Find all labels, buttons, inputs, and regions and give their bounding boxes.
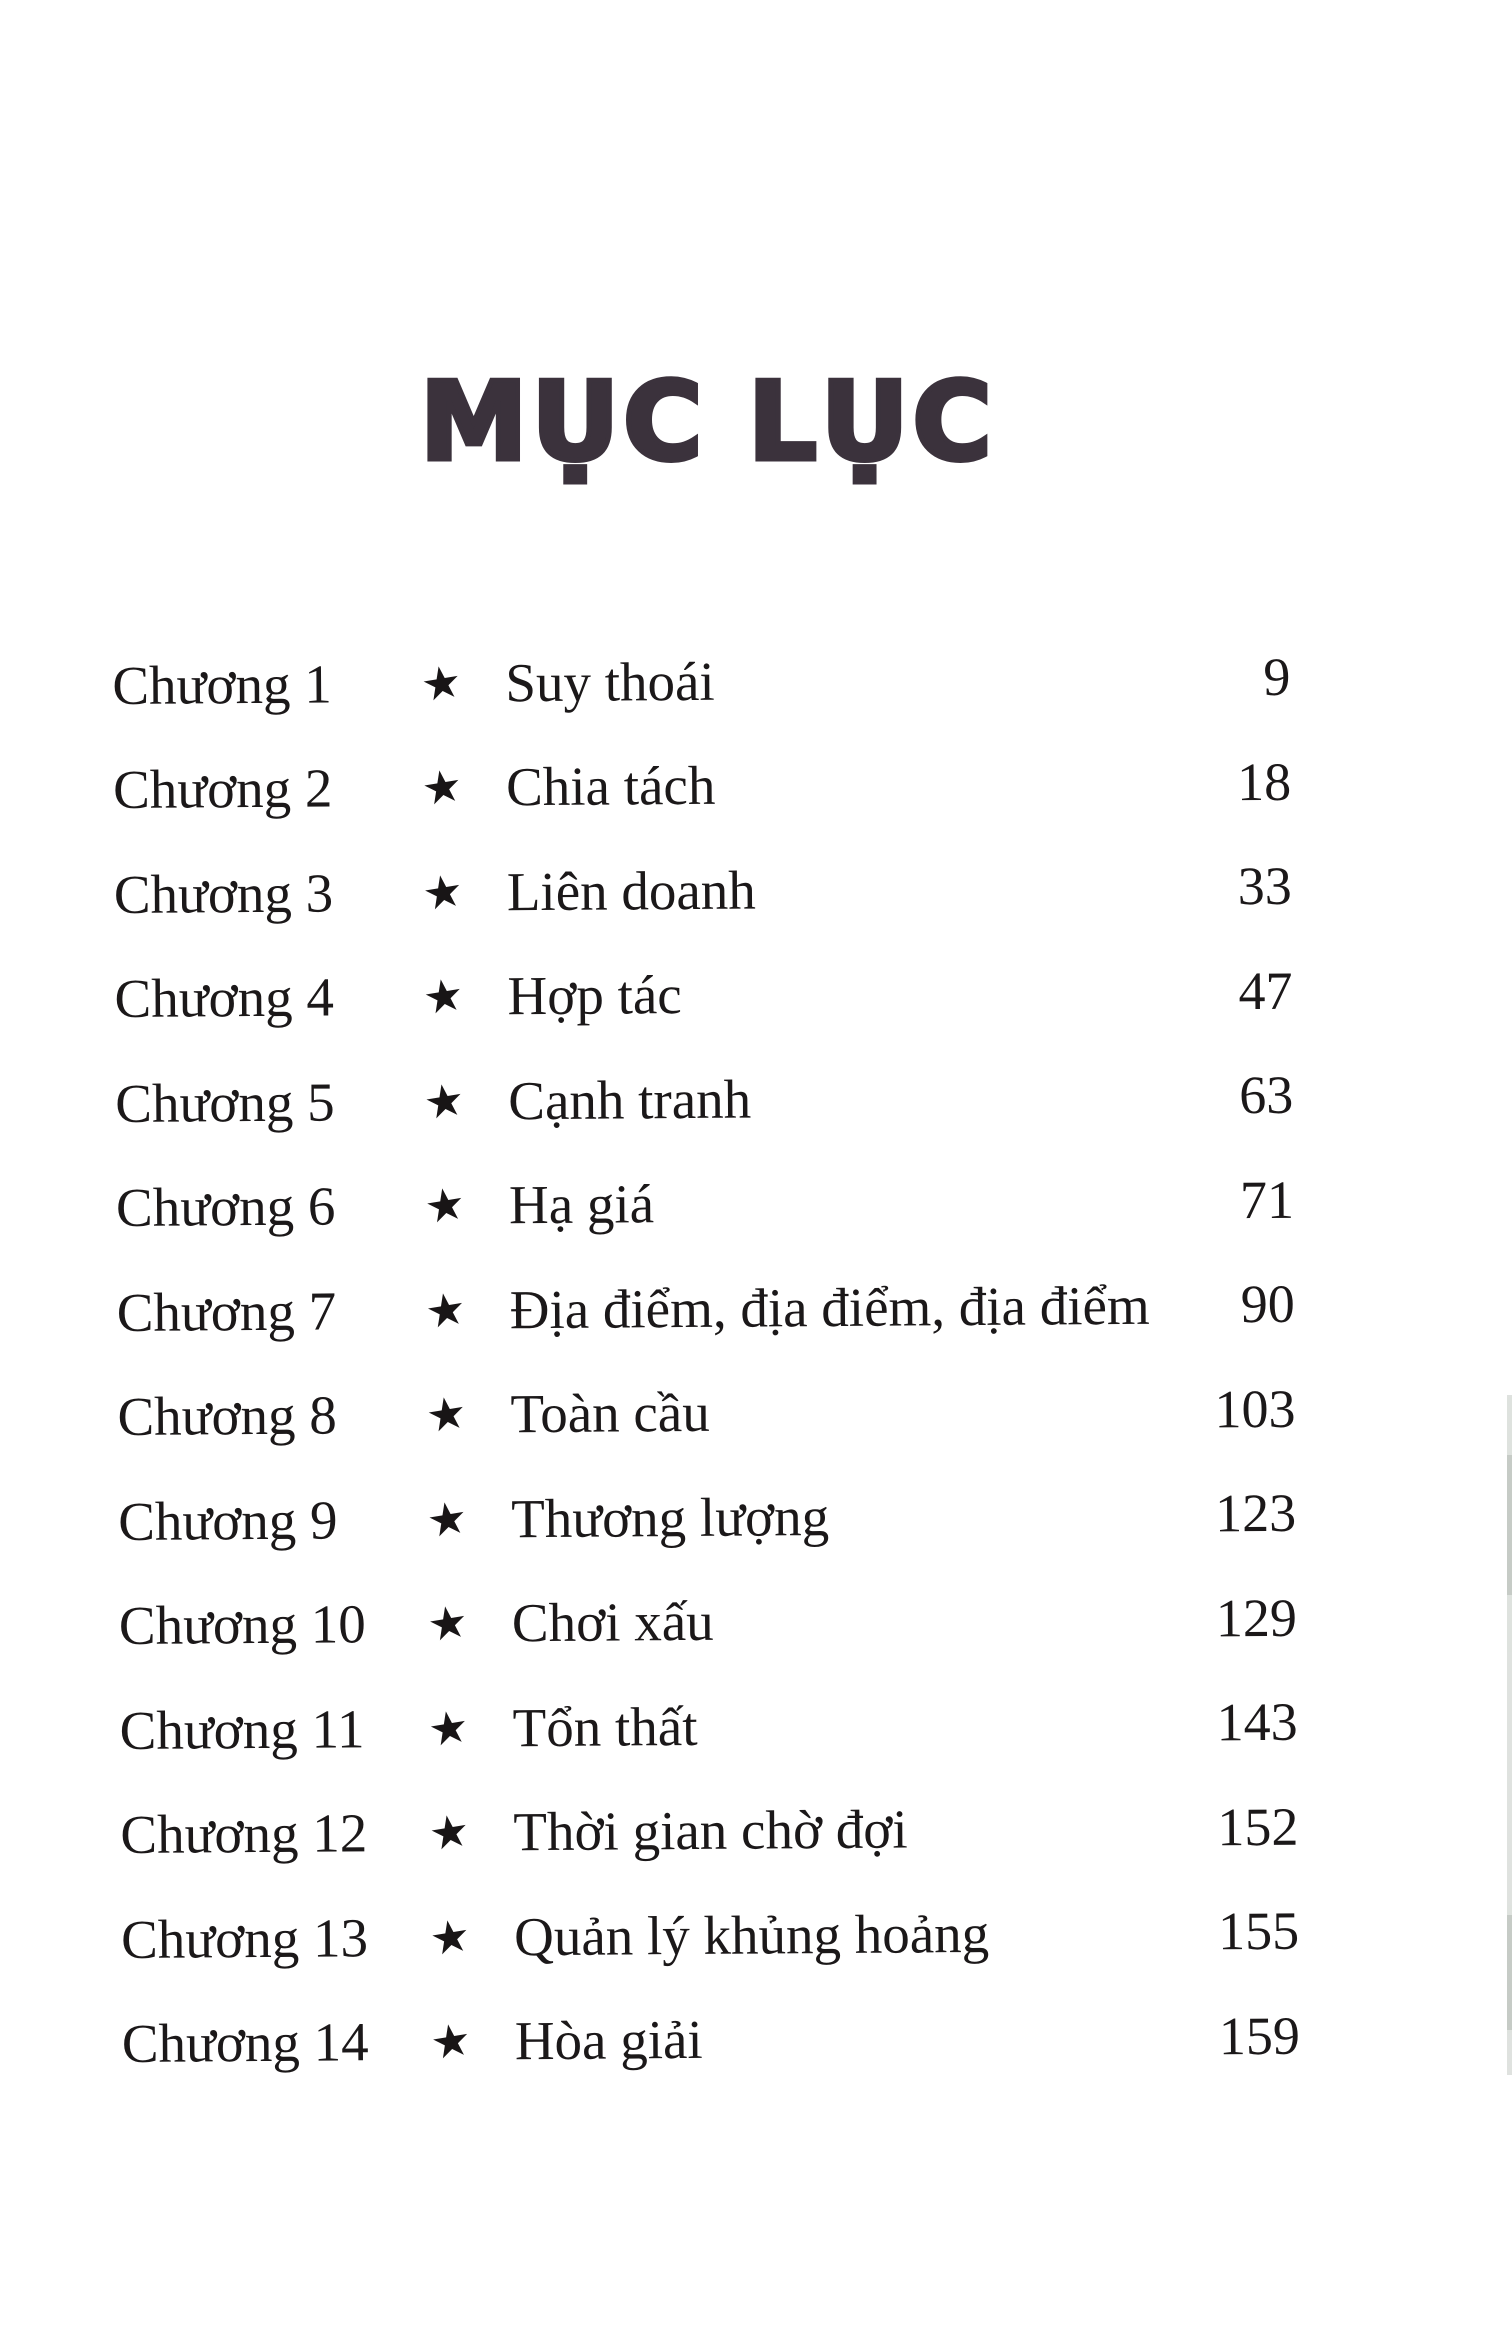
chapter-title: Thời gian chờ đợi [513,1798,908,1863]
toc-row [112,625,1291,738]
table-of-contents [112,625,1300,2096]
chapter-label: Chương 1 [112,653,332,716]
chapter-label: Chương 6 [115,1175,336,1239]
chapter-label: Chương 14 [121,2011,369,2075]
toc-row [120,1774,1299,1887]
page-number: 129 [1215,1587,1298,1649]
chapter-label: Chương 11 [119,1698,365,1761]
chapter-label: Chương 5 [115,1071,335,1134]
chapter-title: Chia tách [505,755,716,818]
chapter-label: Chương 2 [112,757,333,821]
star-icon: ★ [426,2011,476,2071]
chapter-title: Suy thoái [505,650,715,714]
page-number: 159 [1218,2005,1301,2067]
page-number: 33 [1237,856,1293,917]
page-title: MỤC LỤC [420,360,996,486]
star-icon: ★ [419,967,468,1026]
page-number: 143 [1216,1692,1298,1753]
toc-row [117,1356,1296,1469]
scan-edge-artifact [1507,1395,1512,2075]
star-icon: ★ [418,862,468,922]
chapter-label: Chương 9 [117,1489,338,1552]
chapter-title: Hợp tác [507,964,682,1027]
chapter-title: Liên doanh [506,859,756,922]
chapter-title: Cạnh tranh [508,1068,752,1131]
toc-row [121,1983,1300,2096]
star-icon: ★ [423,1593,473,1653]
chapter-title: Hòa giải [514,2009,703,2072]
chapter-title: Chơi xấu [511,1591,714,1654]
toc-row [119,1565,1298,1678]
page-number: 71 [1239,1169,1295,1230]
star-icon: ★ [417,653,466,713]
star-icon: ★ [425,1907,475,1967]
star-icon: ★ [422,1489,472,1549]
toc-row [118,1461,1297,1574]
page-number: 90 [1240,1274,1295,1335]
star-icon: ★ [417,758,467,817]
chapter-title: Tổn thất [512,1695,698,1758]
toc-row [116,1252,1295,1365]
page-number: 9 [1263,647,1291,708]
chapter-label: Chương 7 [116,1280,337,1343]
toc-row [113,834,1292,947]
toc-row [121,1879,1300,1992]
toc-row [119,1670,1298,1783]
chapter-title: Quản lý khủng hoảng [513,1902,990,1967]
toc-row [116,1147,1295,1260]
page-number: 103 [1214,1378,1296,1440]
chapter-label: Chương 4 [114,966,335,1030]
toc-row [113,729,1292,842]
scan-edge-mark [1507,1455,1512,1595]
star-icon: ★ [420,1071,469,1131]
chapter-label: Chương 3 [113,862,334,925]
star-icon: ★ [422,1384,471,1444]
chapter-title: Hạ giá [508,1173,655,1236]
page-number: 152 [1217,1796,1299,1858]
chapter-title: Toàn cầu [510,1382,710,1445]
chapter-title: Thương lượng [510,1485,830,1549]
scan-edge-mark [1507,1915,1512,2030]
chapter-title: Địa điểm, địa điểm, địa điểm [509,1274,1150,1340]
chapter-label: Chương 10 [118,1593,366,1657]
star-icon: ★ [420,1176,470,1235]
star-icon: ★ [425,1802,474,1862]
star-icon: ★ [421,1280,470,1340]
toc-row [115,1043,1294,1156]
page-number: 155 [1217,1900,1300,1962]
page-number: 47 [1238,960,1293,1021]
star-icon: ★ [424,1698,473,1758]
chapter-label: Chương 8 [117,1384,338,1448]
chapter-label: Chương 12 [120,1802,368,1866]
page-number: 123 [1214,1483,1297,1544]
chapter-label: Chương 13 [120,1906,369,1970]
page-number: 18 [1236,751,1292,812]
page-number: 63 [1239,1065,1294,1126]
toc-row [114,938,1293,1051]
